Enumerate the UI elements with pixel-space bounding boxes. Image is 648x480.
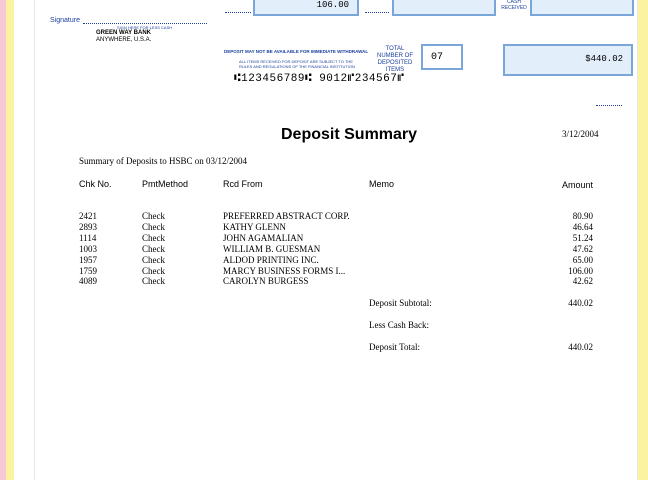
- cell-pmt-method: Check: [142, 211, 165, 221]
- slip-cash-box: [530, 0, 634, 16]
- table-row: [0, 276, 648, 287]
- cell-chk-no: 4089: [79, 276, 97, 286]
- cell-amount: 47.62: [572, 244, 593, 254]
- total-items-label-4: ITEMS: [385, 67, 405, 73]
- header-rcd-from: Rcd From: [223, 179, 263, 189]
- sign-here-note: SIGN HERE FOR LESS CASH: [117, 25, 173, 30]
- deposit-notice-3: RULES AND REGULATIONS OF THE FINANCIAL INSTITUTION: [239, 64, 355, 69]
- table-row: [0, 211, 648, 222]
- cell-pmt-method: Check: [142, 233, 165, 243]
- subtotal-value: 440.02: [568, 298, 593, 308]
- cell-amount: 51.24: [572, 233, 593, 243]
- cell-chk-no: 1759: [79, 266, 97, 276]
- header-amount: Amount: [562, 180, 594, 190]
- cell-amount: 106.00: [568, 266, 593, 276]
- total-amount-box: [503, 44, 633, 76]
- header-chk-no: Chk No.: [79, 179, 112, 189]
- cell-pmt-method: Check: [142, 266, 165, 276]
- table-row: [0, 255, 648, 266]
- cashback-label: Less Cash Back:: [369, 320, 429, 330]
- cell-chk-no: 1957: [79, 255, 97, 265]
- cell-chk-no: 2893: [79, 222, 97, 232]
- slip-dotted-line-2: [365, 12, 389, 13]
- header-pmt-method: PmtMethod: [142, 179, 189, 189]
- cell-rcd-from: ALDOD PRINTING INC.: [223, 255, 319, 265]
- bank-address: ANYWHERE, U.S.A.: [96, 37, 152, 43]
- cell-rcd-from: WILLIAM B. GUESMAN: [223, 244, 321, 254]
- total-items-label: [374, 46, 416, 74]
- slip-amount-top: 106.00: [316, 0, 349, 10]
- total-label: Deposit Total:: [369, 342, 420, 352]
- cell-pmt-method: Check: [142, 222, 165, 232]
- slip-amount-box-2: [392, 0, 496, 16]
- cell-rcd-from: JOHN AGAMALIAN: [223, 233, 304, 243]
- cell-rcd-from: MARCY BUSINESS FORMS I...: [223, 266, 346, 276]
- slip-amount-box-1: [253, 0, 359, 16]
- total-items-label-1: TOTAL: [385, 46, 405, 52]
- cell-chk-no: 1003: [79, 244, 97, 254]
- total-items-label-2: NUMBER OF: [377, 53, 413, 59]
- total-items-value: 07: [431, 52, 444, 63]
- cell-pmt-method: Check: [142, 255, 165, 265]
- cell-rcd-from: PREFERRED ABSTRACT CORP.: [223, 211, 350, 221]
- signature-label: Signature: [50, 17, 80, 24]
- subtotal-label: Deposit Subtotal:: [369, 298, 432, 308]
- signature-line[interactable]: [83, 23, 207, 24]
- header-memo: Memo: [369, 179, 395, 189]
- cell-amount: 46.64: [572, 222, 593, 232]
- cell-pmt-method: Check: [142, 276, 165, 286]
- summary-subtitle: Summary of Deposits to HSBC on 03/12/2004: [79, 156, 248, 166]
- cell-rcd-from: KATHY GLENN: [223, 222, 286, 232]
- cell-pmt-method: Check: [142, 244, 165, 254]
- table-row: [0, 233, 648, 244]
- cell-chk-no: 1114: [79, 233, 97, 243]
- total-amount-value: $440.02: [585, 54, 623, 64]
- summary-date: 3/12/2004: [562, 129, 599, 139]
- slip-dotted-line-1: [225, 12, 251, 13]
- slip-separator: [596, 105, 622, 106]
- total-value: 440.02: [568, 342, 593, 352]
- cell-amount: 80.90: [572, 211, 593, 221]
- cell-amount: 42.62: [572, 276, 593, 286]
- cash-received-label: CASH RECEIVED: [501, 0, 527, 11]
- deposit-notice-1: DEPOSIT MAY NOT BE AVAILABLE FOR IMMEDIATE WITHDRAWAL: [224, 49, 369, 54]
- micr-line: ⑆123456789⑆ 9012⑈234567⑈: [234, 73, 405, 85]
- total-items-label-3: DEPOSITED: [377, 60, 413, 66]
- cell-chk-no: 2421: [79, 211, 97, 221]
- table-row: [0, 222, 648, 233]
- deposit-notice-2: ALL ITEMS RECEIVED FOR DEPOSIT ARE SUBJECT TO THE: [239, 59, 353, 64]
- total-items-box: [421, 44, 463, 70]
- cell-amount: 65.00: [572, 255, 593, 265]
- table-row: [0, 244, 648, 255]
- bank-name: GREEN WAY BANK: [96, 30, 152, 36]
- page-title: Deposit Summary: [281, 126, 418, 143]
- cell-rcd-from: CAROLYN BURGESS: [223, 276, 309, 286]
